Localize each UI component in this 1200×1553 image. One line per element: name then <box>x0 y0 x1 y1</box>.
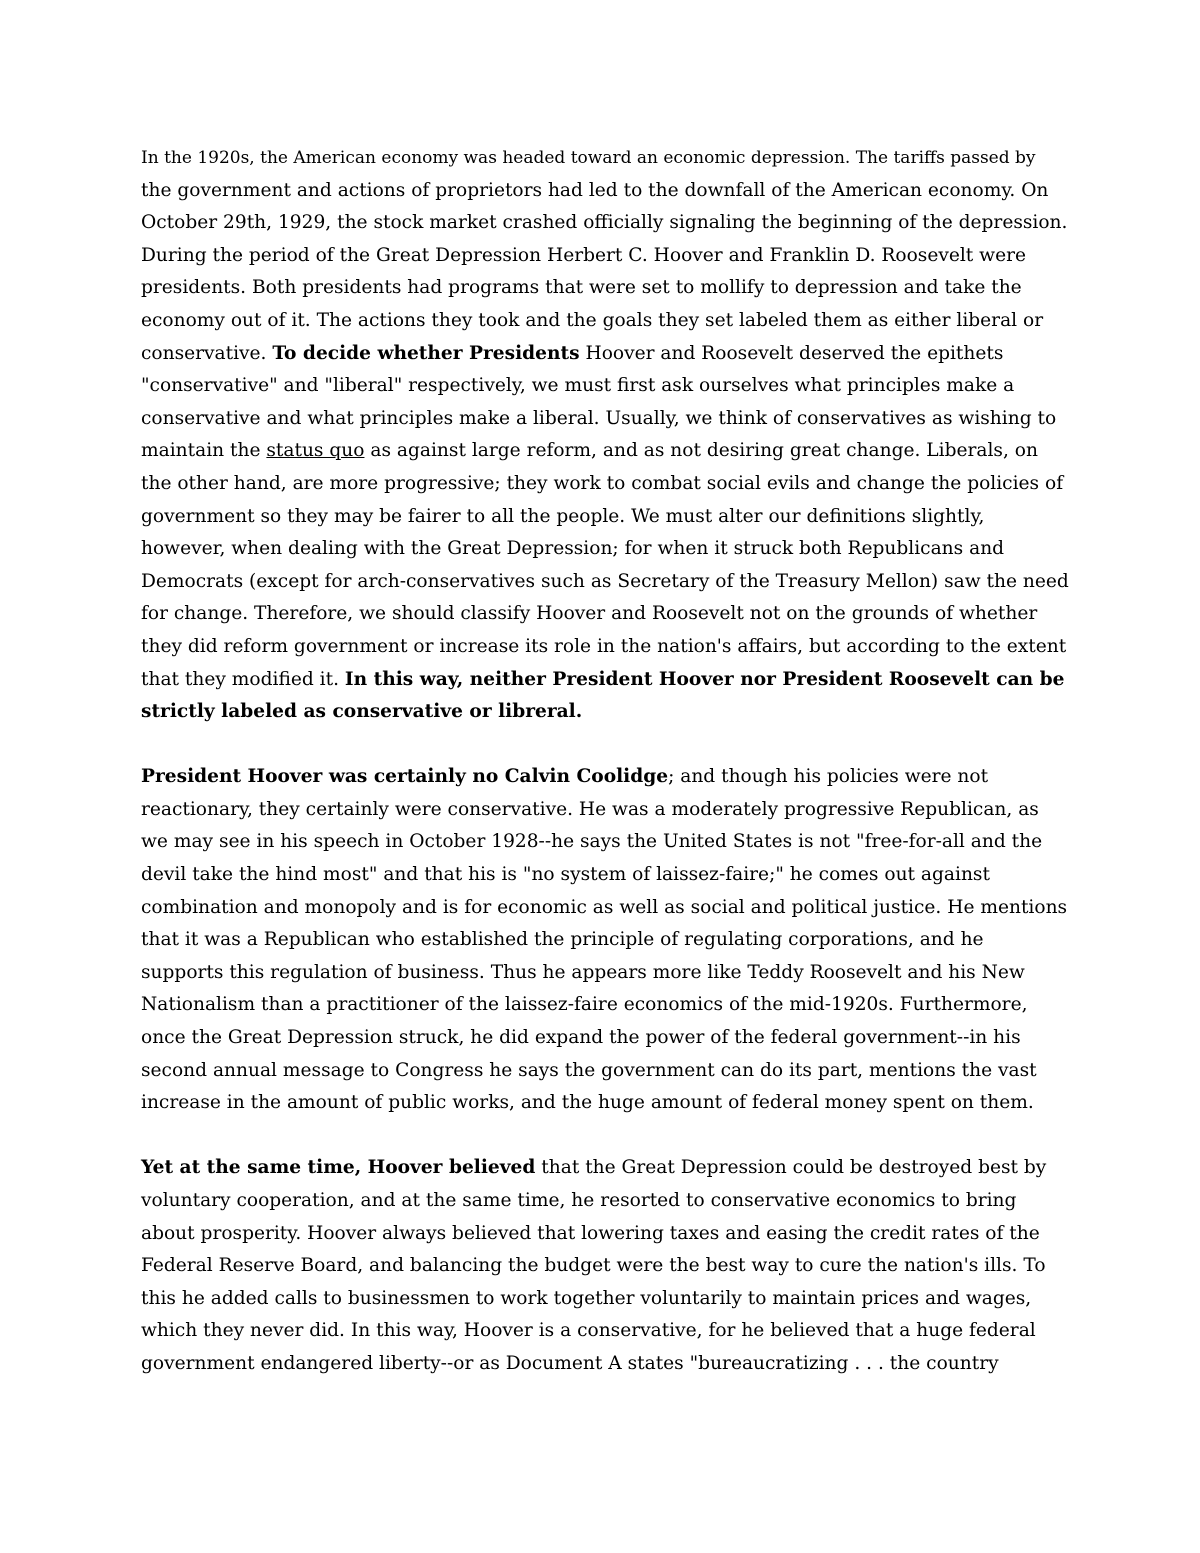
paragraph-intro-text-2: Hoover and Roosevelt deserved the epithets "conservative" and "liberal" respectively, we must first ask ourselves what principles make a conservative and what principles make a liberal. Usually, we think of conservatives as wishing to maintain the <box>141 342 1057 462</box>
document-body <box>141 142 1071 1381</box>
status-quo-underlined: status quo <box>266 440 365 462</box>
paragraph-hoover-conservative-text: that the Great Depression could be destroyed best by voluntary cooperation, and at the same time, he resorted to conservative economics to bring about prosperity. Hoover always believed that lowering taxes and easing the credit rates of the Federal Reserve Board, and balancing the budget were the best way to cure the nation's ills. To this he added calls to businessmen to work together voluntarily to maintain prices and wages, which they never did. In this way, Hoover is a conservative, for he believed that a huge federal government endangered liberty--or as Document A states "bureaucratizing . . . the country <box>141 1157 1047 1374</box>
paragraph-hoover-progressive <box>141 761 1071 1120</box>
paragraph-hoover-progressive-text: ; and though his policies were not reactionary, they certainly were conservative. He was a moderately progressive Republican, as we may see in his speech in October 1928--he says the United States is not "free-for-all and the devil take the hind most" and that his is "no system of laissez-faire;" he comes out against combination and monopoly and is for economic as well as social and political justice. He mentions that it was a Republican who established the principle of regulating corporations, and he supports this regulation of business. Thus he appears more like Teddy Roosevelt and his New Nationalism than a practitioner of the laissez-faire economics of the mid-1920s. Furthermore, once the Great Depression struck, he did expand the power of the federal government--in his second annual message to Congress he says the government can do its part, mentions the vast increase in the amount of public works, and the huge amount of federal money spent on them. <box>141 766 1068 1114</box>
paragraph-intro-first-line: In the 1920s, the American economy was headed toward an economic depression. The tariffs passed by <box>141 148 1036 168</box>
paragraph-intro-text-3: as against large reform, and as not desiring great change. Liberals, on the other hand, are more progressive; they work to combat social evils and change the policies of government so they may be fairer to all the people. We must alter our definitions slightly, however, when dealing with the Great Depression; for when it struck both Republicans and Democrats (except for arch-conservatives such as Secretary of the Treasury Mellon) saw the need for change. Therefore, we should classify Hoover and Roosevelt not on the grounds of whether they did reform government or increase its role in the nation's affairs, but according to the extent that they modified it. <box>141 440 1069 690</box>
paragraph-intro-text: the government and actions of proprietors had led to the downfall of the American economy. On October 29th, 1929, the stock market crashed officially signaling the beginning of the depression. During the period of the Great Depression Herbert C. Hoover and Franklin D. Roosevelt were presidents. Both presidents had programs that were set to mollify to depression and take the economy out of it. The actions they took and the goals they set labeled them as either liberal or conservative. <box>141 179 1068 364</box>
hoover-coolidge-bold: President Hoover was certainly no Calvin Coolidge <box>141 766 669 788</box>
hoover-believed-bold: Yet at the same time, Hoover believed <box>141 1157 536 1179</box>
paragraph-hoover-conservative <box>141 1152 1071 1380</box>
thesis-statement-bold: In this way, neither President Hoover nor President Roosevelt can be strictly labeled as conservative or libreral. <box>141 668 1065 723</box>
paragraph-intro <box>141 142 1071 729</box>
thesis-lead-bold: To decide whether Presidents <box>272 342 580 364</box>
